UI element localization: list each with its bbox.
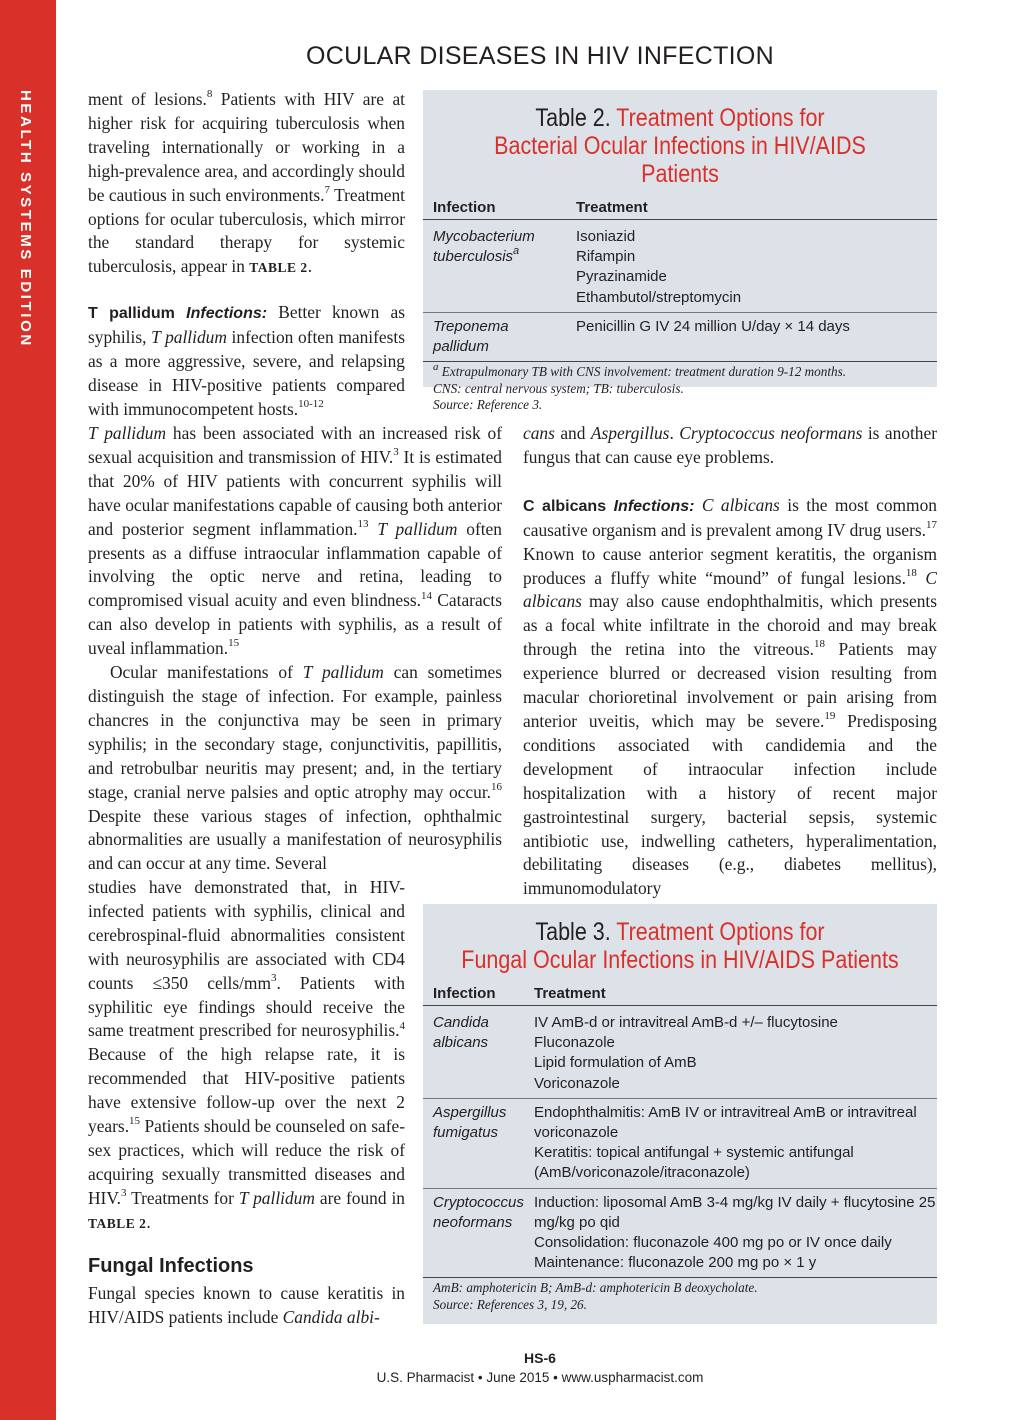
treatment-cell: Penicillin G IV 24 million U/day × 14 days — [566, 312, 937, 361]
left-text-bottom — [88, 876, 405, 1236]
treatment-cell: IV AmB-d or intravitreal AmB-d +/– flucytosine Fluconazole Lipid formulation of AmB Voriconazole — [534, 1014, 838, 1092]
section-heading: Fungal Infections — [88, 1255, 254, 1277]
table-2-title: Table 2. Treatment Options for Bacterial Ocular Infections in HIV/AIDS Patients — [494, 104, 866, 188]
table-row — [423, 1188, 937, 1277]
table-3-title: Table 3. Treatment Options for Fungal Ocular Infections in HIV/AIDS Patients — [461, 918, 899, 974]
treatment-cell: Endophthalmitis: AmB IV or intravitreal AmB or intravitreal voriconazole Keratitis: topical antifungal + systemic antifungal (AmB/voriconazole/itraconazole) — [524, 1098, 937, 1188]
infection-cell: Candida albicans — [433, 1014, 489, 1052]
table-row — [423, 312, 937, 361]
paragraph: studies have demonstrated that, in HIV-infected patients with syphilis, clinical and cerebrospinal-fluid abnormalities consistent with neurosyphilis are associated with CD4 counts ≤350 cells/$mm^3$. Patients with syphilitic eye findings should receive the same treatment prescribed for neurosyphilis.$^4$ Because of the high relapse rate, it is recommended that HIV-positive patients have extensive follow-up over the next 2 years.$^{15}$ Patients should be counseled on safe-sex practices, which will reduce the risk of acquiring sexually transmitted diseases and HIV.$^3$ Treatments for T pallidum are found in TABLE 2. — [88, 877, 406, 1232]
table-3-notes: AmB: amphotericin B; AmB-d: amphotericin B deoxycholate. Source: References 3, 19, 26. — [423, 1277, 937, 1321]
infection-cell: Treponema pallidum — [423, 312, 566, 361]
right-text — [523, 422, 937, 901]
paragraph: Ocular manifestations of T pallidum can sometimes distinguish the stage of infection. For example, painless chancres in the conjunctiva may be seen in primary syphilis; in the secondary stage, conjunctivitis, papillitis, and retrobulbar neuritis may present; and, in the tertiary stage, cranial nerve palsies and optic atrophy may occur.$^{16}$ Despite these various stages of infection, ophthalmic abnormalities are usually a manifestation of neurosyphilis and can occur at any time. Several — [88, 662, 502, 874]
column-header-infection: Infection — [423, 196, 566, 220]
left-text-fungal — [88, 1282, 405, 1330]
paragraph: C albicans Infections: C albicans is the most common causative organism and is prevalent among IV drug users.$^{17}$ Known to cause anterior segment keratitis, the organism produces a fluffy white “mound” of fungal lesions.$^{18}$ C albicans may also cause endophthalmitis, which presents as a focal white infiltrate in the choroid and may break through the retina into the vitreous.$^{18}$ Patients may experience blurred or decreased vision resulting from macular chorioretinal involvement or pain arising from anterior uveitis, which may be severe.$^{19}$ Predisposing conditions associated with candidemia and the development of intraocular infection include hospitalization with a history of recent major gastrointestinal surgery, bacterial sepsis, systemic antibiotic use, indwelling catheters, hyperalimentation, debilitating diseases (e.g., diabetes mellitus), immunomodulatory — [523, 494, 937, 899]
column-header-treatment: Treatment — [524, 982, 937, 1006]
treatment-cell: Isoniazid Rifampin Pyrazinamide Ethambutol/streptomycin — [576, 228, 742, 306]
table-3-box — [423, 904, 937, 1324]
table-3 — [423, 982, 937, 1277]
left-text-top — [88, 88, 405, 422]
table-reference: TABLE 2 — [88, 1215, 147, 1231]
publication-line: U.S. Pharmacist • June 2015 • www.uspharmacist.com — [376, 1370, 704, 1385]
treatment-cell: Induction: liposomal AmB 3-4 mg/kg IV daily + flucytosine 25 mg/kg po qid Consolidation: fluconazole 400 mg po or IV once daily Maintenance: fluconazole 200 mg po × 1 y — [524, 1188, 937, 1277]
column-header-infection: Infection — [423, 982, 524, 1006]
paragraph: T pallidum has been associated with an increased risk of sexual acquisition and transmission of HIV.$^3$ It is estimated that 20% of HIV patients with concurrent syphilis will have ocular manifestations capable of causing both anterior and posterior segment inflammation.$^{13}$ T pallidum often presents as a diffuse intraocular inflammation capable of involving the optic nerve and retina, leading to compromised visual acuity and even blindness.$^{14}$ Cataracts can also develop in patients with syphilis, as a result of uveal inflammation.$^{15}$ — [88, 423, 502, 659]
paragraph: Fungal species known to cause keratitis in HIV/AIDS patients include Candida albi- — [88, 1283, 405, 1327]
left-text-middle — [88, 422, 502, 876]
table-2-notes: $^a$ Extrapulmonary TB with CNS involvement: treatment duration 9-12 months. CNS: central nervous system; TB: tuberculosis. Source: Reference 3. — [423, 361, 937, 422]
page-number: HS-6 — [524, 1350, 556, 1366]
infection-cell: Cryptococcus neoformans — [423, 1188, 524, 1277]
sidebar-band — [0, 0, 56, 1420]
running-head: OCULAR DISEASES IN HIV INFECTION — [305, 42, 774, 70]
edition-label: HEALTH SYSTEMS EDITION — [17, 90, 34, 348]
paragraph: cans and Aspergillus. Cryptococcus neoformans is another fungus that can cause eye problems. — [523, 423, 937, 467]
infection-cell: Mycobacterium tuberculosis$^a$ — [433, 228, 535, 266]
table-2-box — [423, 90, 937, 413]
paragraph: ment of lesions.$^8$ Patients with HIV are at higher risk for acquiring tuberculosis when traveling internationally or working in a high-prevalence area, and accordingly should be cautious in such environments.$^7$ Treatment options for ocular tuberculosis, which mirror the standard therapy for systemic tuberculosis, appear in TABLE 2. — [88, 88, 405, 277]
table-reference: TABLE 2 — [249, 260, 308, 276]
paragraph: T pallidum Infections: Better known as syphilis, T pallidum infection often manifests as a more aggressive, severe, and relapsing disease in HIV-positive patients compared with immunocompetent hosts.$^{10-12}$ — [88, 302, 405, 419]
infection-cell: Aspergillus fumigatus — [423, 1098, 524, 1188]
table-row — [423, 1006, 937, 1099]
table-2 — [423, 196, 937, 361]
table-row — [423, 220, 937, 313]
column-header-treatment: Treatment — [566, 196, 937, 220]
table-row — [423, 1098, 937, 1188]
